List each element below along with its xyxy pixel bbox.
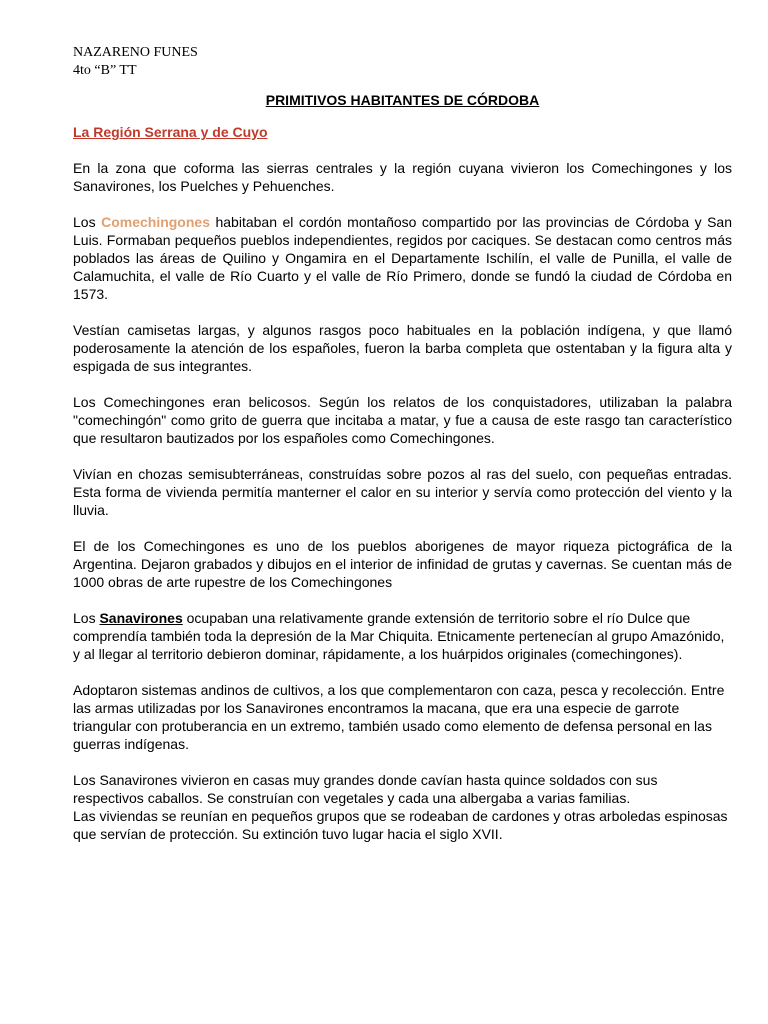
paragraph-text: habitaban el cordón montañoso compartido por las provincias de Córdoba y San Luis. Formaban pequeños pueblos independientes, regidos por caciques. Se destacan como centros más poblados las áreas de Quilino y Ongamira en el Departamente Ischilín, el valle de Punilla, el valle de Calamuchita, el valle de Río Cuarto y el valle de Río Primero, donde se fundó la ciudad de Córdoba en 1573.	[73, 214, 733, 302]
paragraph-casas: Los Sanavirones vivieron en casas muy grandes donde cavían hasta quince soldados con sus respectivos caballos. Se construían con vegetales y cada una albergaba a varias familias.	[73, 772, 658, 806]
paragraph-text: Los	[73, 214, 102, 230]
spacer	[73, 519, 732, 537]
paragraph-intro: En la zona que coforma las sierras centrales y la región cuyana vivieron los Comechingones y los Sanavirones, los Puelches y Pehuenches.	[73, 160, 732, 194]
section-heading: La Región Serrana y de Cuyo	[73, 124, 268, 140]
paragraph-text: Los	[73, 610, 100, 626]
paragraph-sanavirones	[73, 609, 732, 663]
paragraph-extincion: Las viviendas se reunían en pequeños grupos que se rodeaban de cardones y otras arboledas espinosas que servían de protección. Su extinción tuvo lugar hacia el siglo XVII.	[73, 808, 728, 842]
paragraph-text: ocupaban una relativamente grande extensión de territorio sobre el río Dulce que comprendía también toda la depresión de la Mar Chiquita. Etnicamente pertenecían al grupo Amazónido, y al llegar al territorio debieron dominar, rápidamente, a los huárpidos originales (comechingones).	[73, 610, 725, 662]
spacer	[73, 591, 732, 609]
spacer	[73, 375, 732, 393]
spacer	[73, 753, 732, 771]
paragraph-comechingones	[73, 213, 732, 303]
paragraph-viviendas: Vivían en chozas semisubterráneas, construídas sobre pozos al ras del suelo, con pequeñas entradas. Esta forma de vivienda permitía manterner el calor en su interior y servía como protección del viento y la lluvia.	[73, 466, 732, 518]
author-name: NAZARENO FUNES	[73, 45, 198, 60]
paragraph-belicosos: Los Comechingones eran belicosos. Según los relatos de los conquistadores, utilizaban la palabra "comechingón" como grito de guerra que incitaba a matar, y fue a causa de este rasgo tan característico que resultaron bautizados por los españoles como Comechingones.	[73, 394, 732, 446]
spacer	[73, 663, 732, 681]
spacer	[73, 303, 732, 321]
paragraph-cultivos: Adoptaron sistemas andinos de cultivos, a los que complementaron con caza, pesca y recolección. Entre las armas utilizadas por los Sanavirones encontramos la macana, que era una especie de garrote triangular con protuberancia en un extremo, también usado como elemento de defensa personal en las guerras indígenas.	[73, 682, 725, 752]
document-page	[73, 44, 732, 843]
sanavirones-highlight: Sanavirones	[99, 610, 183, 626]
paragraph-vestimenta: Vestían camisetas largas, y algunos rasgos poco habituales en la población indígena, y que llamó poderosamente la atención de los españoles, fueron la barba completa que ostentaban y la figura alta y espigada de sus integrantes.	[73, 322, 732, 374]
spacer	[73, 195, 732, 213]
document-title: PRIMITIVOS HABITANTES DE CÓRDOBA	[265, 92, 540, 108]
spacer	[73, 141, 732, 159]
comechingones-highlight: Comechingones	[101, 214, 210, 230]
paragraph-pictografia: El de los Comechingones es uno de los pueblos aborigenes de mayor riqueza pictográfica de la Argentina. Dejaron grabados y dibujos en el interior de infinidad de grutas y cavernas. Se cuentan más de 1000 obras de arte rupestre de los Comechingones	[73, 538, 732, 590]
course-label: 4to “B” TT	[73, 63, 137, 78]
spacer	[73, 447, 732, 465]
